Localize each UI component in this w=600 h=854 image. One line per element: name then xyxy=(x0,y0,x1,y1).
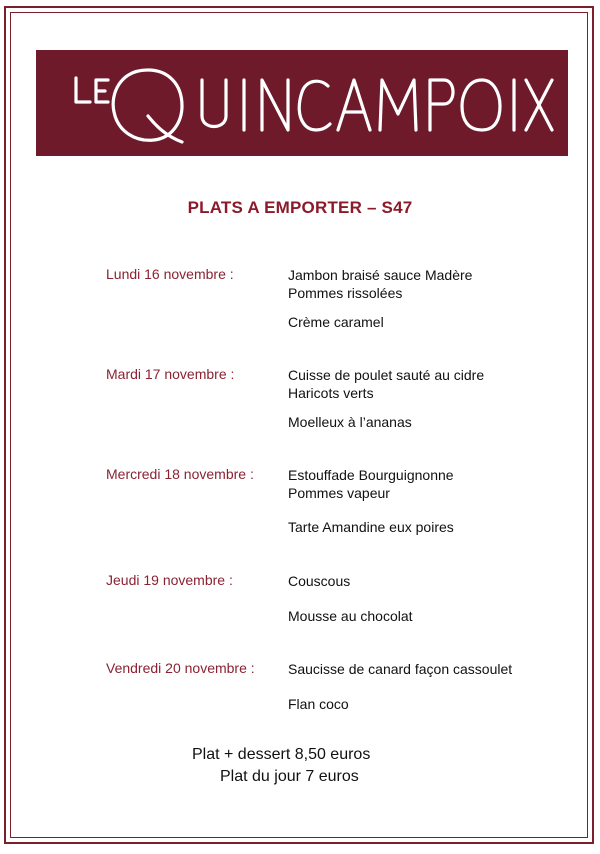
dessert-monday: Crème caramel xyxy=(288,314,384,330)
price-dish-of-day: Plat du jour 7 euros xyxy=(220,768,359,785)
main-dish-wednesday-1: Estouffade Bourguignonne xyxy=(288,467,454,483)
dessert-thursday: Mousse au chocolat xyxy=(288,608,413,624)
main-dish-thursday-1: Couscous xyxy=(288,573,351,589)
restaurant-logo-banner xyxy=(36,50,568,156)
day-label-thursday: Jeudi 19 novembre : xyxy=(106,572,233,588)
day-label-wednesday: Mercredi 18 novembre : xyxy=(106,466,254,482)
page-title: PLATS A EMPORTER – S47 xyxy=(187,198,413,217)
dessert-tuesday: Moelleux à l’ananas xyxy=(288,414,412,430)
dessert-friday: Flan coco xyxy=(288,696,349,712)
main-dish-tuesday-2: Haricots verts xyxy=(288,385,374,401)
main-dish-tuesday-1: Cuisse de poulet sauté au cidre xyxy=(288,367,485,383)
main-dish-monday-1: Jambon braisé sauce Madère xyxy=(288,267,473,283)
dessert-wednesday: Tarte Amandine eux poires xyxy=(288,519,454,535)
main-dish-friday-1: Saucisse de canard façon cassoulet xyxy=(288,661,513,677)
day-label-friday: Vendredi 20 novembre : xyxy=(106,660,255,676)
day-label-tuesday: Mardi 17 novembre : xyxy=(106,366,235,382)
day-label-monday: Lundi 16 novembre : xyxy=(106,266,234,282)
main-dish-wednesday-2: Pommes vapeur xyxy=(288,485,390,501)
price-menu-combo: Plat + dessert 8,50 euros xyxy=(192,746,371,763)
logo-lettering xyxy=(36,50,568,156)
main-dish-monday-2: Pommes rissolées xyxy=(288,285,403,301)
